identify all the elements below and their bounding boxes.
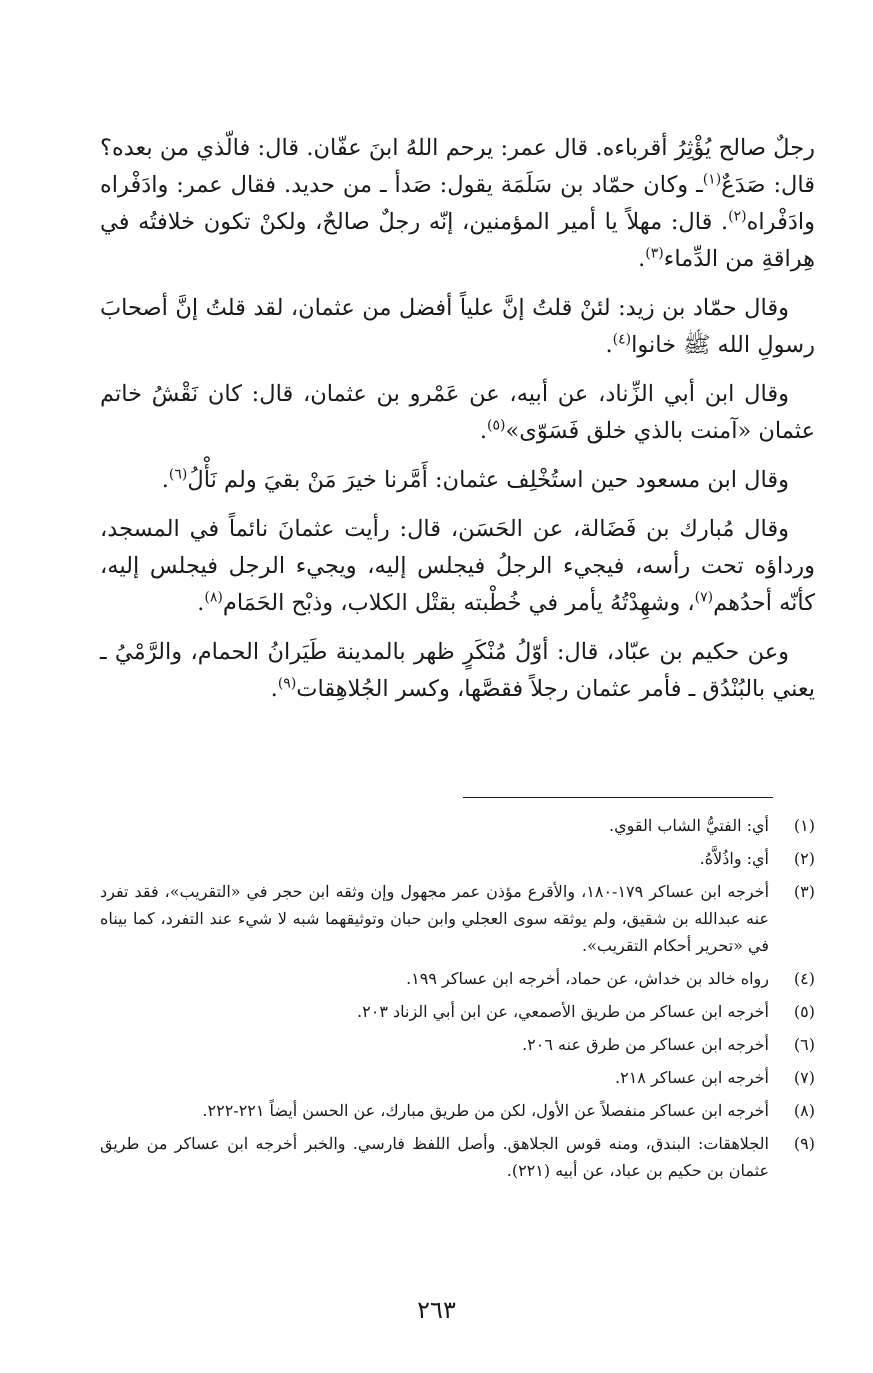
footnote-text: الجلاهقات: البندق، ومنه قوس الجلاهق. وأصل اللفظ فارسي. والخبر أخرجه ابن عساكر من طريق عثمان بن حكيم بن عباد، عن أبيه (٢٢١). [100, 1134, 769, 1180]
paragraph-text: . [270, 676, 278, 702]
footnote-ref: (٦) [168, 466, 188, 483]
footnote-ref: (١) [702, 171, 722, 188]
footnote [100, 878, 815, 959]
paragraph-text: . [197, 590, 205, 616]
footnote-number: (٧) [793, 1068, 815, 1087]
footnote-ref: (٣) [645, 245, 664, 262]
footnote [100, 1064, 815, 1091]
footnote-ref: (٨) [204, 589, 223, 606]
footnote-number: (٤) [793, 969, 815, 988]
footnote-number: (٩) [793, 1134, 815, 1153]
footnote [100, 1130, 815, 1184]
paragraph-text: . قال: مهلاً يا أمير المؤمنين، إنّه رجلٌ صالحٌ، ولكنْ تكون خلافتُه في هِراقةِ من الدِّماء [100, 209, 815, 272]
paragraph-text: . [479, 418, 488, 444]
footnote [100, 845, 815, 872]
footnote-number: (٥) [793, 1002, 815, 1021]
footnote-number: (٣) [793, 882, 815, 901]
footnote-text: أي: واذُلاَّهُ. [699, 849, 769, 868]
footnote-number: (٦) [793, 1035, 815, 1054]
footnote-number: (١) [793, 816, 815, 835]
paragraph-text: . [161, 467, 169, 493]
footnote-separator [463, 797, 773, 798]
footnote-ref: (٧) [694, 589, 714, 606]
page-number: ٢٦٣ [417, 1296, 456, 1324]
footnote-text: أي: الفتيُّ الشاب القوي. [608, 816, 769, 835]
footnote-text: أخرجه ابن عساكر من طريق الأصمعي، عن ابن أبي الزناد ٢٠٣. [357, 1002, 769, 1021]
paragraph [100, 130, 815, 278]
footnotes [100, 812, 815, 1190]
footnote-ref: (٢) [728, 208, 747, 225]
footnote [100, 965, 815, 992]
footnote-text: أخرجه ابن عساكر من طرق عنه ٢٠٦. [522, 1035, 769, 1054]
paragraph-text: وقال مُبارك بن فَضَالة، عن الحَسَن، قال: رأيت عثمانَ نائماً في المسجد، ورداؤه تحت رأسه، فيجيء الرجلُ فيجلس إليه، ويجيء الرجل فيجلس إليه، كأنّه أحدُهم [100, 516, 815, 616]
paragraph [100, 290, 815, 364]
footnote-ref: (٥) [487, 417, 506, 434]
footnote [100, 998, 815, 1025]
paragraph-text: رجلٌ صالح يُؤْثِرُ أقرباءه. قال عمر: يرحم اللهُ ابنَ عفّان. قال: فالّذي من بعده؟ قال: صَدَعٌ [100, 135, 815, 198]
paragraph-text: وقال ابن أبي الزِّناد، عن أبيه، عن عَمْرو بن عثمان، قال: كان نَقْشُ خاتم عثمان «آمنت بالذي خلق فَسَوّى» [100, 381, 815, 444]
paragraph [100, 462, 815, 499]
footnote-ref: (٤) [612, 331, 632, 348]
paragraph [100, 634, 815, 708]
footnote-text: أخرجه ابن عساكر ١٧٩-١٨٠، والأقرع مؤذن عمر مجهول وإن وثقه ابن حجر في «التقريب»، فقد تفرد عنه عبدالله بن شقيق، ولم يوثقه سوى العجلي وابن حبان وتوثيقهما شبه لا شيء عند التفرد، كما بيناه في «تحرير أحكام التقريب». [100, 882, 770, 955]
paragraph-text: وقال ابن مسعود حين استُخْلِف عثمان: أَمَّرنا خيرَ مَنْ بقيَ ولم نَأْلُ [187, 467, 789, 493]
footnote [100, 1097, 815, 1124]
paragraph-text: . [605, 332, 613, 358]
paragraph-text: وعن حكيم بن عبّاد، قال: أوّلُ مُنْكَرٍ ظهر بالمدينة طَيَرانُ الحمام، والرَّمْيُ ـ يعني بالبُنْدُق ـ فأمر عثمان رجلاً فقصَّها، وكسر الجُلاهِقات [100, 639, 815, 702]
footnote-number: (٢) [793, 849, 815, 868]
paragraph-text: ، وشهِدْتُهُ يأمر في خُطْبته بقتْل الكلاب، وذبْح الحَمَام [222, 590, 695, 616]
footnote [100, 1031, 815, 1058]
paragraph [100, 511, 815, 622]
footnote-ref: (٩) [277, 675, 297, 692]
paragraph [100, 376, 815, 450]
footnote-text: أخرجه ابن عساكر ٢١٨. [615, 1068, 769, 1087]
paragraph-text: وقال حمّاد بن زيد: لئنْ قلتُ إنَّ علياً أفضل من عثمان، لقد قلتُ إنَّ أصحابَ رسولِ الله ﷺ خانوا [100, 295, 815, 358]
paragraph-text: ـ وكان حمّاد بن سَلَمَة يقول: صَدأ ـ من حديد. فقال عمر: وادَفْراه وادَفْراه [100, 172, 815, 235]
paragraph-text: . [638, 246, 646, 272]
footnote-text: رواه خالد بن خداش، عن حماد، أخرجه ابن عساكر ١٩٩. [406, 969, 769, 988]
main-text [100, 130, 815, 720]
footnote-number: (٨) [793, 1101, 815, 1120]
footnote-text: أخرجه ابن عساكر منفصلاً عن الأول، لكن من طريق مبارك، عن الحسن أيضاً ٢٢١-٢٢٢. [202, 1101, 769, 1120]
footnote [100, 812, 815, 839]
